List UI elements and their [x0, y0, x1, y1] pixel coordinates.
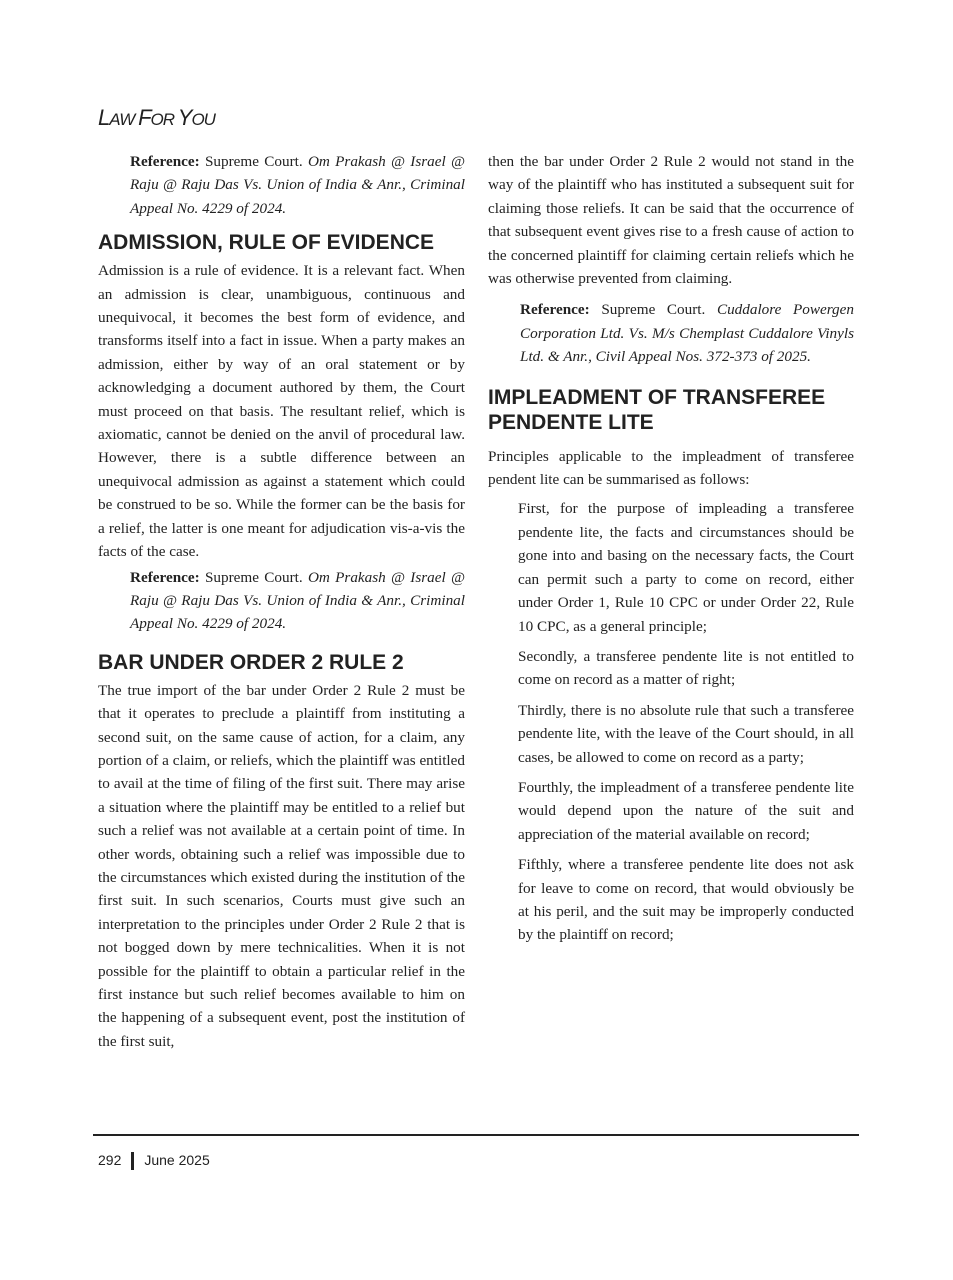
paragraph: Principles applicable to the impleadment of transferee pendent lite can be summarised as follows: — [488, 447, 854, 489]
left-column — [98, 150, 465, 1053]
right-column — [488, 150, 854, 954]
principle-item: Thirdly, there is no absolute rule that such a transferee pendente lite, with the leave of the Court should, in all cases, be allowed to come on record as a party; — [518, 701, 854, 766]
paragraph: Admission is a rule of evidence. It is a relevant fact. When an admission is clear, unambiguous, continuous and unequivocal, it becomes the best form of evidence, and transforms itself into a fact in issue. When a party makes an admission, either by way of an oral statement or by acknowledging a document authored by them, the Court must proceed on that basis. The resultant relief, which is axiomatic, cannot be denied on the anvil of procedural law. However, there is a subtle difference between an unequivocal admission as against a statement which could be construed to be so. While the former can be the basis for a relief, the latter is one meant for adjudication vis-a-vis the facts of the case. — [98, 262, 465, 561]
reference: Reference: Supreme Court. Om Prakash @ Israel @ Raju @ Raju Das Vs. Union of India & Anr., Criminal Appeal No. 4229 of 2024. — [130, 568, 465, 633]
paragraph: The true import of the bar under Order 2 Rule 2 must be that it operates to preclude a plaintiff from instituting a second suit, on the same cause of action, for a claim, any portion of a claim, or reliefs, which the plaintiff was entitled to avail at the time of filing of the first suit. There may arise a situation where the plaintiff may be entitled to a relief but such a relief was not available at a certain point of time. In other words, obtaining such a relief was impossible due to the circumstances which existed during the institution of the first suit. In such scenarios, Courts must give such an interpretation to the principles under Order 2 Rule 2 that is not bogged down by mere technicalities. When it is not possible for the plaintiff to obtain a particular relief in the first instance but such relief becomes available to him on the happening of a subsequent event, post the institution of the first suit, — [98, 681, 465, 1050]
footer-divider — [131, 1152, 134, 1170]
issue-date: June 2025 — [144, 1152, 210, 1168]
reference: Reference: Supreme Court. Cuddalore Powergen Corporation Ltd. Vs. M/s Chemplast Cuddalore Vinyls Ltd. & Anr., Civil Appeal Nos. 372-373 of 2025. — [520, 301, 854, 366]
section-heading: IMPLEADMENT OF TRANSFEREE PENDENTE LITE — [488, 385, 826, 434]
running-title: LAW FOR YOU — [98, 105, 215, 130]
principle-item: Secondly, a transferee pendente lite is not entitled to come on record as a matter of right; — [518, 647, 854, 689]
footer-rule — [93, 1134, 859, 1136]
principle-item: Fifthly, where a transferee pendente lite does not ask for leave to come on record, that would obviously be at his peril, and the suit may be improperly conducted by the plaintiff on record; — [518, 856, 854, 944]
page-number: 292 — [98, 1152, 122, 1168]
section-heading: ADMISSION, RULE OF EVIDENCE — [98, 231, 435, 255]
section-heading: BAR UNDER ORDER 2 RULE 2 — [98, 650, 404, 674]
footer — [98, 1149, 210, 1172]
paragraph: then the bar under Order 2 Rule 2 would not stand in the way of the plaintiff who has instituted a subsequent suit for claiming those reliefs. It can be said that the occurrence of that subsequent event gives rise to a fresh cause of action to the concerned plaintiff for claiming certain reliefs which he was otherwise prevented from claiming. — [488, 153, 854, 288]
reference: Reference: Supreme Court. Om Prakash @ Israel @ Raju @ Raju Das Vs. Union of India & Anr., Criminal Appeal No. 4229 of 2024. — [130, 153, 465, 217]
principle-item: Fourthly, the impleadment of a transferee pendente lite would depend upon the nature of the suit and appreciation of the material available on record; — [518, 778, 854, 843]
principle-item: First, for the purpose of impleading a transferee pendente lite, the facts and circumstances should be gone into and basing on the necessary facts, the Court can permit such a party to come on record, either under Order 1, Rule 10 CPC or under Order 22, Rule 10 CPC, as a general principle; — [518, 500, 854, 635]
